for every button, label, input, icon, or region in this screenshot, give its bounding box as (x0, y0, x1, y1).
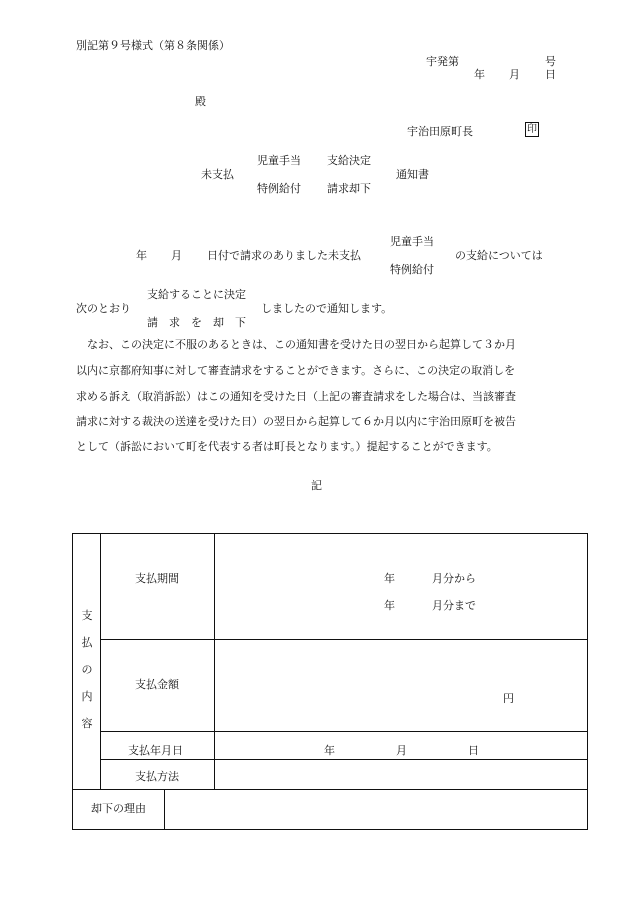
period-from-year: 年 (384, 572, 395, 585)
addressee-suffix: 殿 (195, 95, 206, 108)
ki-heading: 記 (311, 479, 322, 492)
appeal-line: として（訴訟において町を代表する者は町長となります。）提起することができます。 (76, 440, 498, 453)
table-divider (100, 639, 588, 640)
issue-date-day: 日 (545, 68, 556, 81)
form-title: 別記第９号様式（第８条関係） (76, 39, 230, 52)
title-benefit-b: 特例給付 (257, 182, 301, 195)
date-label: 支払年月日 (128, 744, 183, 757)
title-benefit-a: 児童手当 (257, 154, 301, 167)
body-regarding-payment: の支給については (455, 249, 543, 262)
body-decision-a: 支給することに決定 (147, 288, 246, 301)
body-year: 年 (136, 249, 147, 262)
appeal-line: 請求に対する裁決の送達を受けた日）の翌日から起算して６か月以内に宇治田原町を被告 (76, 415, 516, 428)
table-divider (72, 789, 588, 790)
body-dated-request: 日付で請求のありました未支払 (207, 249, 361, 262)
appeal-line: なお、この決定に不服のあるときは、この通知書を受けた日の翌日から起算して３か月 (76, 338, 516, 351)
body-as-follows: 次のとおり (76, 302, 131, 315)
title-notice: 通知書 (396, 168, 429, 181)
amount-label: 支払金額 (135, 678, 179, 691)
amount-unit: 円 (503, 692, 514, 705)
table-divider (100, 759, 588, 760)
table-divider (100, 731, 588, 732)
body-month: 月 (171, 249, 182, 262)
table-divider (164, 789, 165, 830)
table-divider (214, 533, 215, 789)
issue-number-suffix: 号 (545, 55, 556, 68)
title-action-a: 支給決定 (327, 154, 371, 167)
body-decision-b: 請 求 を 却 下 (147, 316, 246, 329)
issue-date-month: 月 (509, 68, 520, 81)
payment-content-label: 支 払 の 内 容 (81, 609, 93, 730)
period-to-year: 年 (384, 599, 395, 612)
period-from-text: 月分から (432, 572, 476, 585)
issue-date-year: 年 (474, 68, 485, 81)
period-to-text: 月分まで (432, 599, 476, 612)
body-notified: しましたので通知します。 (261, 302, 393, 315)
appeal-line: 以内に京都府知事に対して審査請求をすることができます。さらに、この決定の取消しを (76, 364, 516, 377)
reason-label: 却下の理由 (91, 802, 146, 815)
title-unpaid: 未支払 (201, 168, 234, 181)
date-day: 日 (468, 744, 479, 757)
method-label: 支払方法 (135, 770, 179, 783)
body-benefit-b: 特例給付 (390, 263, 434, 276)
title-action-b: 請求却下 (327, 182, 371, 195)
date-year: 年 (324, 744, 335, 757)
period-label: 支払期間 (135, 572, 179, 585)
date-month: 月 (396, 744, 407, 757)
body-benefit-a: 児童手当 (390, 235, 434, 248)
table-divider (100, 533, 101, 789)
appeal-line: 求める訴え（取消訴訟）はこの通知を受けた日（上記の審査請求をした場合は、当該審査 (76, 390, 516, 403)
seal-mark: 印 (525, 122, 539, 137)
issue-number-prefix: 宇発第 (426, 55, 459, 68)
issuer-name: 宇治田原町長 (407, 125, 473, 138)
